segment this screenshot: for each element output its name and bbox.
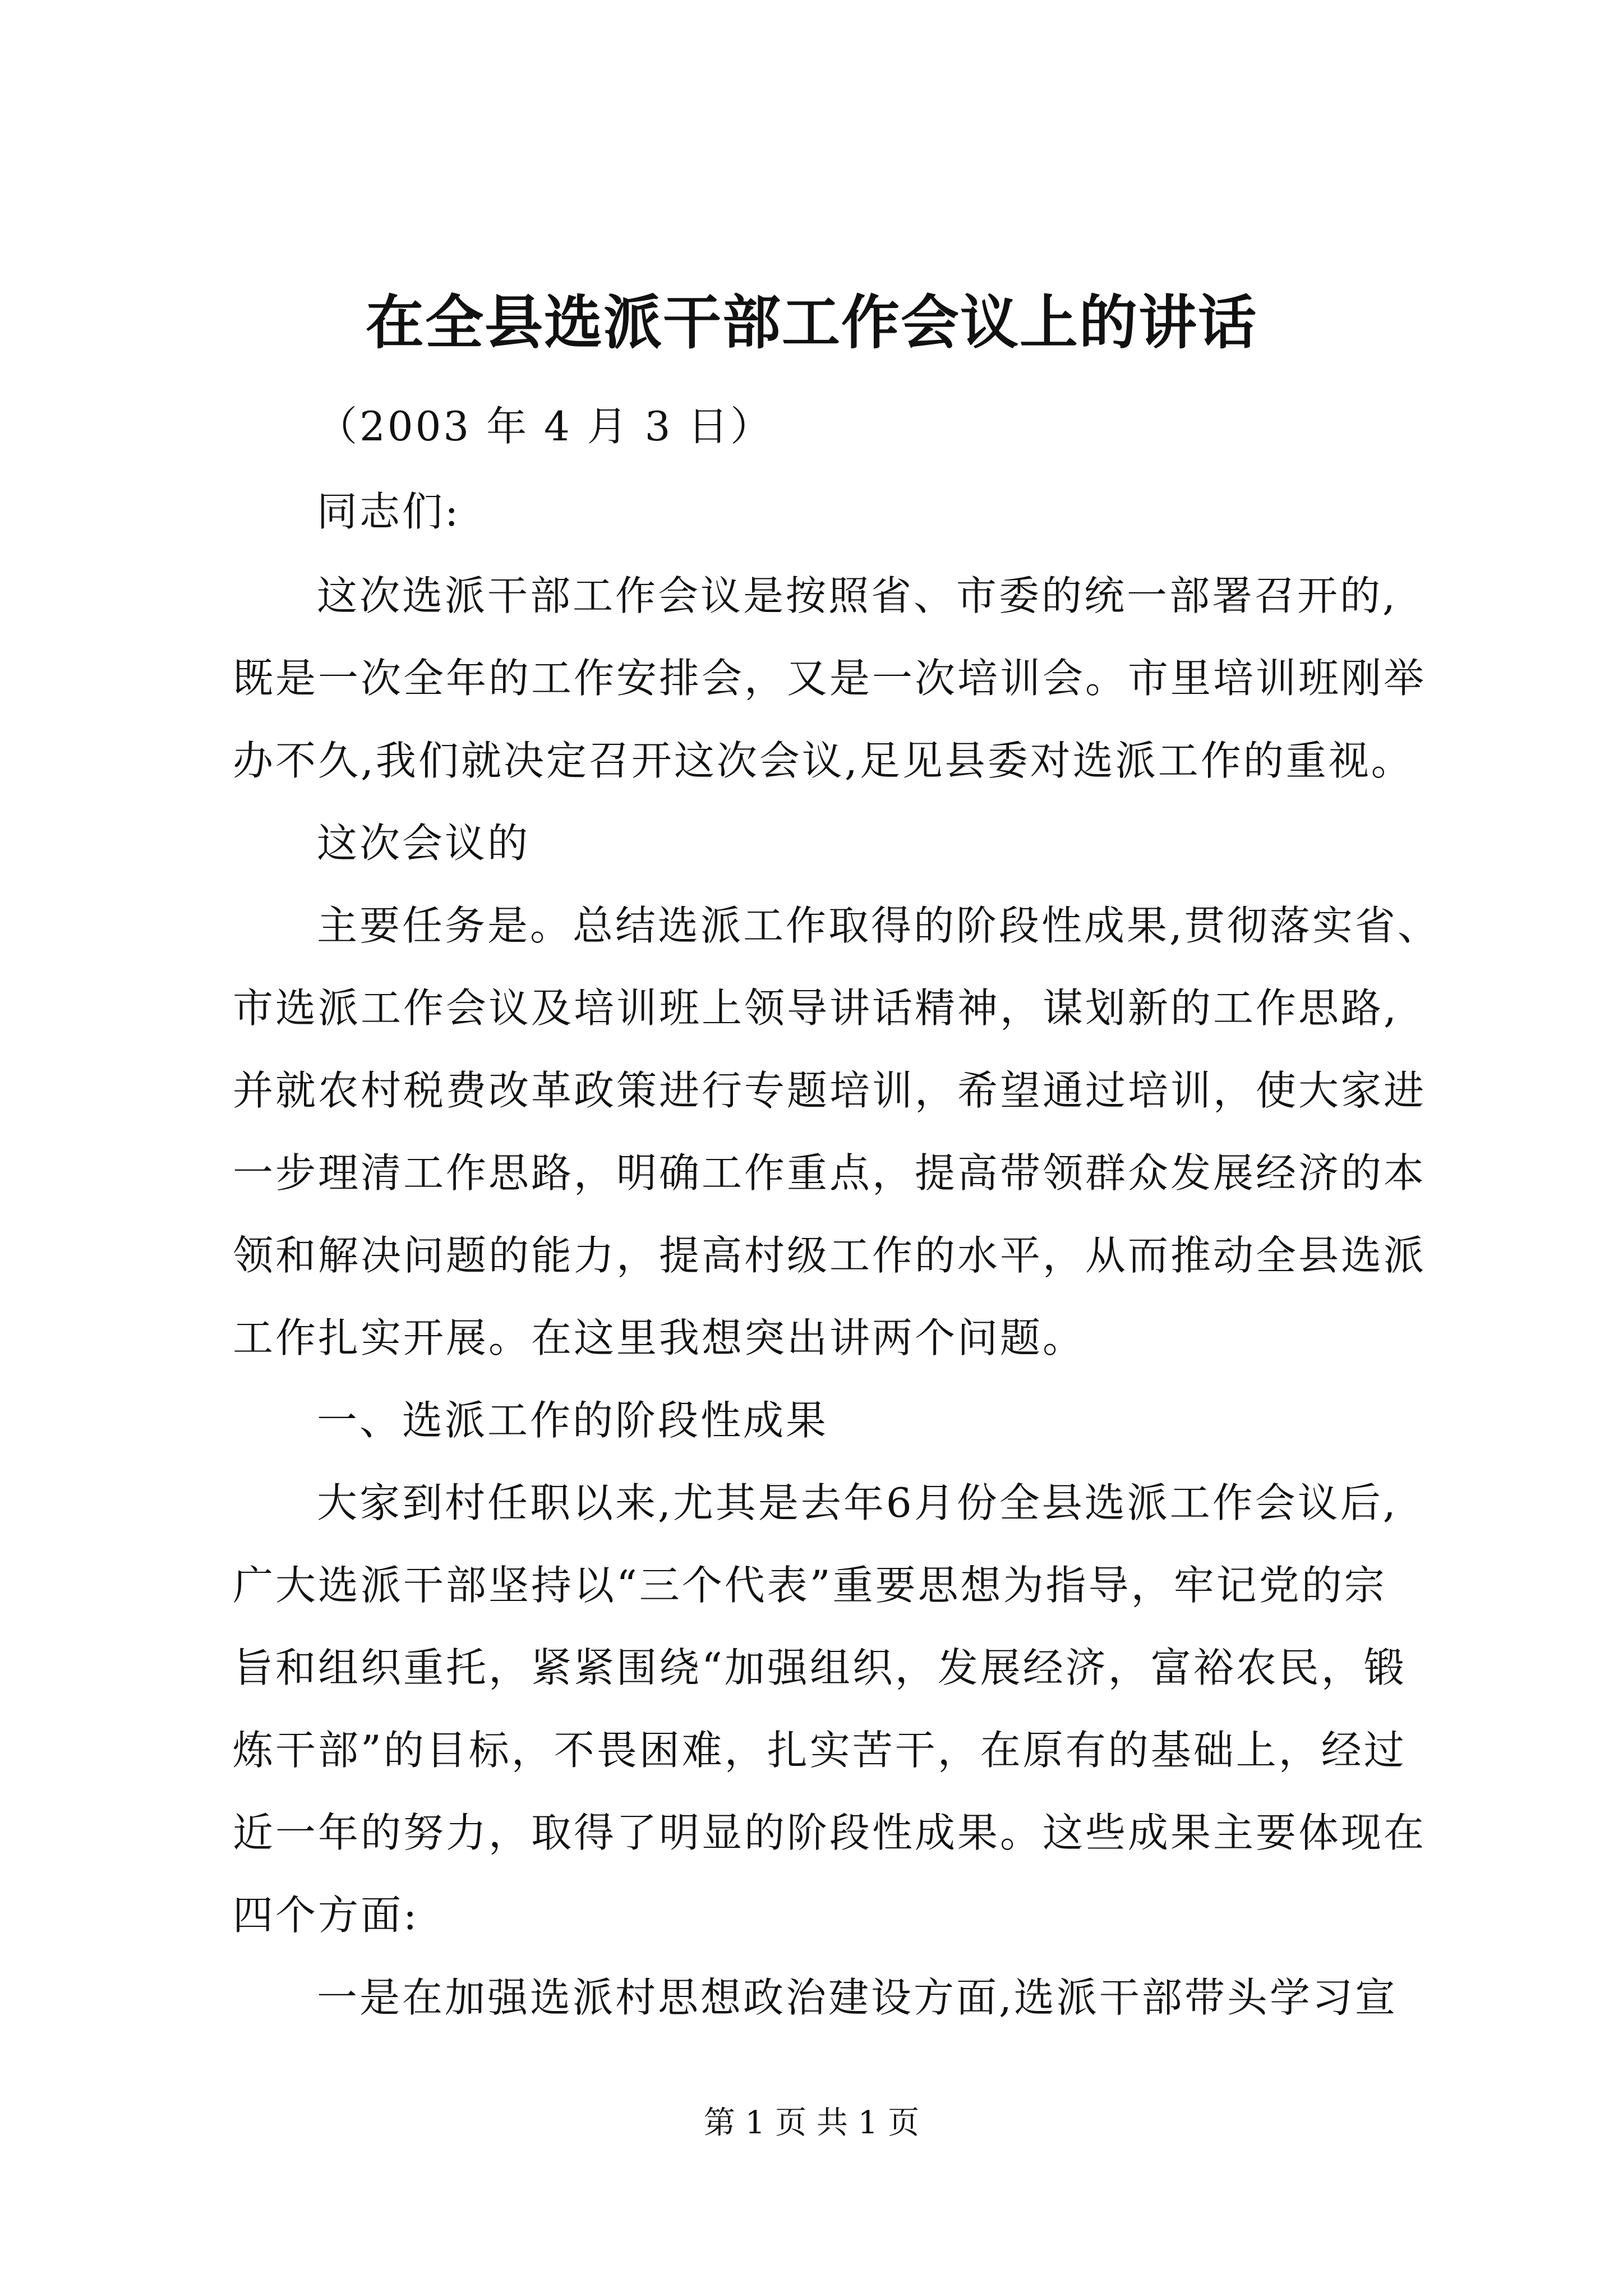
paragraph-line: 广大选派干部坚持以“三个代表”重要思想为指导，牢记党的宗	[233, 1562, 1387, 1609]
paragraph-line: 并就农村税费改革政策进行专题培训，希望通过培训，使大家进	[233, 1067, 1427, 1114]
paragraph-line: 工作扎实开展。在这里我想突出讲两个问题。	[233, 1314, 1086, 1361]
paragraph-line: 旨和组织重托，紧紧围绕“加强组织，发展经济，富裕农民，锻	[233, 1644, 1407, 1691]
document-title: 在全县选派干部工作会议上的讲话	[365, 288, 1257, 357]
paragraph-line: 这次会议的	[317, 820, 531, 867]
page-footer: 第 1 页 共 1 页	[703, 2105, 920, 2141]
date-line: （2003 年 4 月 3 日）	[317, 403, 773, 450]
paragraph-line: 主要任务是。总结选派工作取得的阶段性成果,贯彻落实省、	[317, 902, 1440, 949]
paragraph-line: 近一年的努力，取得了明显的阶段性成果。这些成果主要体现在	[233, 1809, 1427, 1856]
paragraph-line: 这次选派干部工作会议是按照省、市委的统一部署召开的,	[317, 572, 1398, 619]
paragraph-line: 领和解决问题的能力，提高村级工作的水平，从而推动全县选派	[233, 1232, 1427, 1279]
paragraph-line: 一步理清工作思路，明确工作重点，提高带领群众发展经济的本	[233, 1149, 1427, 1197]
paragraph-line: 市选派工作会议及培训班上领导讲话精神，谋划新的工作思路,	[233, 984, 1399, 1032]
paragraph-line: 四个方面:	[233, 1892, 419, 1939]
paragraph-line: 办不久,我们就决定召开这次会议,足见县委对选派工作的重视。	[233, 737, 1414, 784]
paragraph-line: 炼干部”的目标，不畏困难，扎实苦干，在原有的基础上，经过	[233, 1727, 1407, 1774]
salutation: 同志们:	[317, 488, 461, 535]
section-heading: 一、选派工作的阶段性成果	[317, 1397, 829, 1444]
paragraph-line: 大家到村任职以来,尤其是去年6月份全县选派工作会议后,	[317, 1479, 1398, 1526]
paragraph-line: 一是在加强选派村思想政治建设方面,选派干部带头学习宣	[317, 1974, 1398, 2021]
paragraph-line: 既是一次全年的工作安排会，又是一次培训会。市里培训班刚举	[233, 655, 1427, 702]
